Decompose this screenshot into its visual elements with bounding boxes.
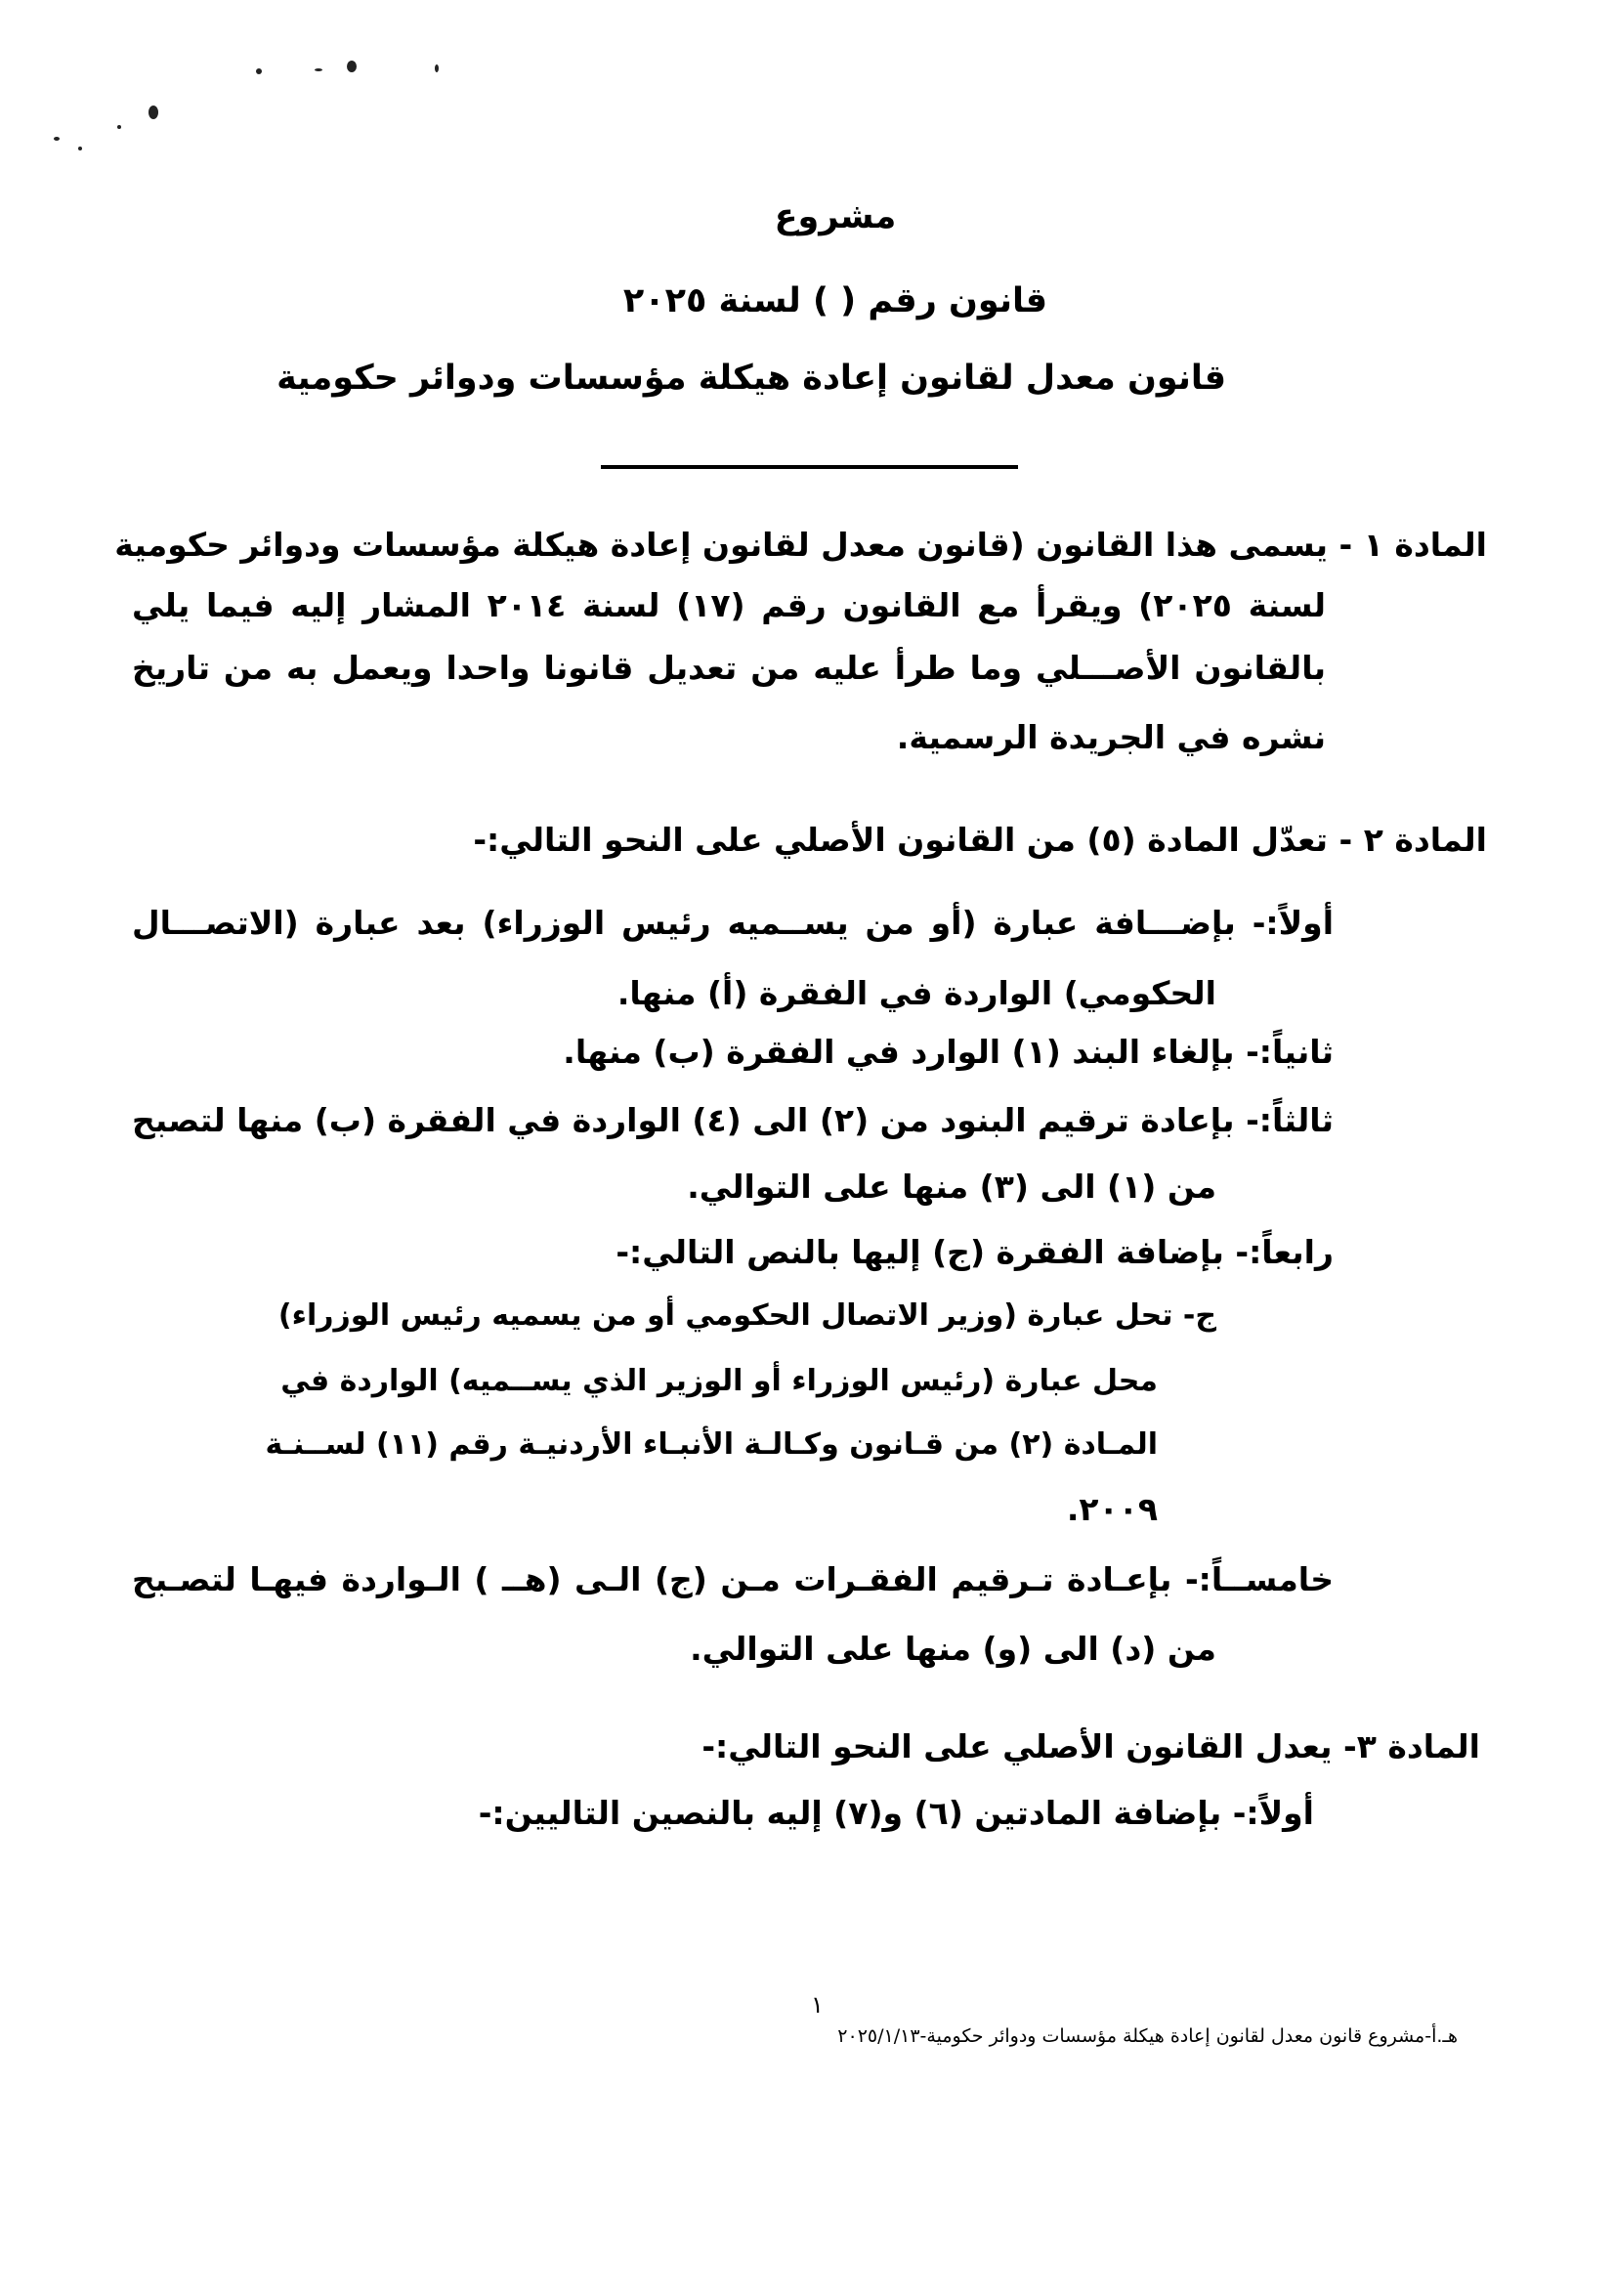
article2-item-fifth: خامســاً:- بإعـادة تـرقيم الفقـرات مـن (ج) الـى (هــ ) الـواردة فيهـا لتصـبح <box>132 1560 1334 1598</box>
article2-item-third: ثالثاً:- بإعادة ترقيم البنود من (٢) الى (٤) الواردة في الفقرة (ب) منها لتصبح <box>132 1101 1334 1139</box>
document-label: مشروع <box>774 197 897 236</box>
fourth-text-line: ٢٠٠٩. <box>1066 1490 1158 1528</box>
article3-heading: المادة ٣- يعدل القانون الأصلي على النحو التالي:- <box>701 1727 1480 1765</box>
article3-item-first: أولاً:- بإضافة المادتين (٦) و(٧) إليه بالنصين التاليين:- <box>478 1794 1314 1832</box>
article2-item-first-cont: الحكومي) الواردة في الفقرة (أ) منها. <box>616 974 1216 1012</box>
article1-line: المادة ١ - يسمى هذا القانون (قانون معدل لقانون إعادة هيكلة مؤسسات ودوائر حكومية <box>114 526 1487 564</box>
fourth-text-line: محل عبارة (رئيس الوزراء أو الوزير الذي يســميه) الواردة في <box>280 1364 1158 1398</box>
page-number: ١ <box>811 1991 824 2019</box>
fourth-text-line: المـادة (٢) من قـانون وكـالـة الأنبـاء الأردنيـة رقم (١١) لســنـة <box>265 1427 1158 1462</box>
article1-line: لسنة ٢٠٢٥) ويقرأ مع القانون رقم (١٧) لسنة ٢٠١٤ المشار إليه فيما يلي <box>132 586 1327 624</box>
article2-heading: المادة ٢ - تعدّل المادة (٥) من القانون الأصلي على النحو التالي:- <box>473 821 1487 859</box>
title-divider <box>601 465 1018 469</box>
article2-item-third-cont: من (١) الى (٣) منها على التوالي. <box>687 1168 1216 1206</box>
article2-item-fourth: رابعاً:- بإضافة الفقرة (ج) إليها بالنص التالي:- <box>616 1233 1334 1271</box>
law-title: قانون معدل لقانون إعادة هيكلة مؤسسات ودوائر حكومية <box>276 359 1226 398</box>
law-number: قانون رقم ( ) لسنة ٢٠٢٥ <box>622 281 1048 320</box>
footer-file-reference: هـ.أ-مشروع قانون معدل لقانون إعادة هيكلة مؤسسات ودوائر حكومية-٢٠٢٥/١/١٣ <box>837 2025 1458 2047</box>
fourth-text-line: ج- تحل عبارة (وزير الاتصال الحكومي أو من يسميه رئيس الوزراء) <box>277 1298 1216 1333</box>
article1-line: نشره في الجريدة الرسمية. <box>896 718 1326 756</box>
article2-item-first: أولاً:- بإضـــافة عبارة (أو من يســميه رئيس الوزراء) بعد عبارة (الاتصـــال <box>132 904 1334 942</box>
article2-item-second: ثانياً:- بإلغاء البند (١) الوارد في الفقرة (ب) منها. <box>563 1033 1334 1071</box>
article2-item-fifth-cont: من (د) الى (و) منها على التوالي. <box>690 1630 1216 1668</box>
article1-line: بالقانون الأصـــلي وما طرأ عليه من تعديل قانونا واحدا ويعمل به من تاريخ <box>132 649 1326 687</box>
